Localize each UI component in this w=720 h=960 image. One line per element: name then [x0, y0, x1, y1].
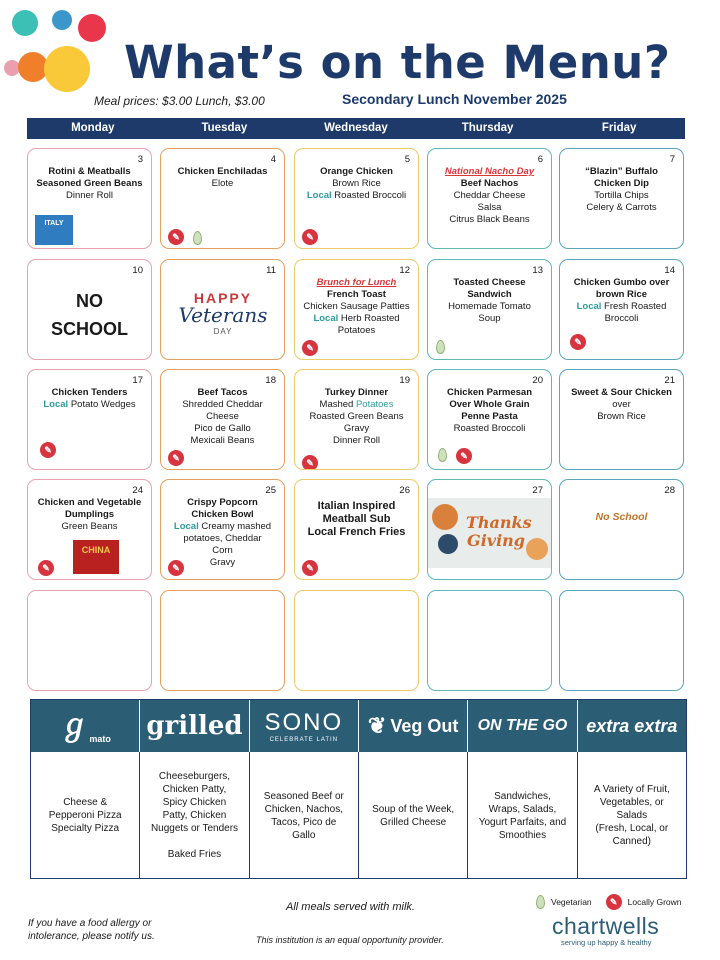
menu-line [299, 500, 414, 513]
menu-line [299, 387, 414, 399]
day-number: 21 [664, 375, 675, 386]
locally-grown-icon: ✎ [302, 229, 318, 245]
day-number: 12 [399, 265, 410, 276]
menu-line [564, 301, 679, 313]
menu-line [32, 318, 147, 340]
menu-text: Chicken and Vegetable [37, 497, 142, 508]
locally-grown-icon: ✎ [38, 560, 54, 576]
menu-text: Potato Wedges [68, 399, 136, 410]
menu-line [299, 526, 414, 539]
italy-flag-graphic: ITALY [35, 215, 73, 245]
day-number: 25 [265, 485, 276, 496]
meal-prices: Meal prices: $3.00 Lunch, $3.00 [94, 94, 265, 108]
day-number: 26 [399, 485, 410, 496]
menu-text: No School [595, 511, 648, 523]
menu-text: Corn [212, 545, 233, 556]
menu-line [432, 277, 547, 289]
menu-items [299, 166, 414, 202]
menu-items [299, 387, 414, 447]
day-number: 20 [532, 375, 543, 386]
menu-text: Toasted Cheese [453, 277, 526, 288]
day-cell [160, 479, 285, 580]
menu-text: Chicken Tenders [51, 387, 128, 398]
menu-text: Potatoes [337, 325, 376, 336]
station-desc-sono: Seasoned Beef or Chicken, Nachos, Tacos, Pico de Gallo [250, 752, 359, 879]
decor-dot-red [78, 14, 106, 42]
menu-text: Chicken Dip [594, 178, 649, 189]
menu-line [432, 190, 547, 202]
legend-vegetarian: Vegetarian [551, 897, 592, 907]
day-tuesday: Tuesday [201, 122, 248, 134]
chartwells-logo: chartwells [552, 913, 660, 939]
day-friday: Friday [601, 122, 637, 134]
menu-text: Chicken Bowl [191, 509, 254, 520]
station-logo-vegout: ❦ Veg Out [359, 700, 468, 752]
menu-text: Penne Pasta [461, 411, 518, 422]
veterans-day-graphic [173, 280, 273, 348]
menu-text: Roasted Green Beans [309, 411, 404, 422]
menu-text: Seasoned Green Beans [36, 178, 143, 189]
station-table [30, 699, 687, 879]
menu-text: SCHOOL [50, 319, 128, 339]
menu-line [165, 521, 280, 533]
locally-grown-icon: ✎ [606, 894, 622, 910]
veterans-word: Veterans [178, 303, 268, 327]
menu-line [299, 301, 414, 313]
menu-line [299, 289, 414, 301]
leaf-icon: ❦ [367, 713, 387, 738]
menu-text: Chicken Enchiladas [177, 166, 268, 177]
locally-grown-icon: ✎ [302, 340, 318, 356]
day-number: 18 [265, 375, 276, 386]
day-cell [294, 590, 419, 691]
station-logo-grilled: grilled [140, 700, 249, 752]
menu-line [299, 277, 414, 289]
menu-line [299, 513, 414, 526]
menu-items [165, 497, 280, 569]
day-cell [294, 479, 419, 580]
local-label: Local [313, 313, 339, 324]
menu-text: Chicken Parmesan [446, 387, 532, 398]
menu-text: Roasted Broccoli [331, 190, 407, 201]
menu-line [432, 301, 547, 313]
day-number: 11 [266, 265, 276, 276]
flower-decor-icon [526, 538, 548, 560]
menu-line [432, 313, 547, 325]
menu-items [432, 166, 547, 226]
page-title: What’s on the Menu? [124, 36, 671, 89]
menu-text: Brown Rice [597, 411, 646, 422]
day-cell [559, 259, 684, 360]
menu-text: Mashed [319, 399, 356, 410]
menu-text: Dinner Roll [66, 190, 113, 201]
menu-line [32, 509, 147, 521]
day-cell [294, 148, 419, 249]
menu-text: Soup [478, 313, 501, 324]
menu-line [299, 399, 414, 411]
day-number: 13 [532, 265, 543, 276]
leaf-decor-icon [438, 534, 458, 554]
menu-line [432, 387, 547, 399]
day-cell [427, 590, 552, 691]
vegetarian-leaf-icon [438, 448, 447, 462]
station-desc-vegout: Soup of the Week, Grilled Cheese [359, 752, 468, 879]
menu-items [564, 497, 679, 523]
menu-line [32, 178, 147, 190]
day-cell [160, 590, 285, 691]
station-description-row [31, 752, 686, 879]
locally-grown-icon: ✎ [302, 560, 318, 576]
menu-line [564, 190, 679, 202]
menu-items [432, 277, 547, 325]
menu-line [432, 411, 547, 423]
menu-subtitle: Secondary Lunch November 2025 [342, 91, 567, 107]
day-number: 24 [132, 485, 143, 496]
menu-items [564, 277, 679, 325]
menu-text: Orange Chicken [320, 166, 393, 177]
menu-line [165, 178, 280, 190]
menu-text: Gravy [343, 423, 370, 434]
menu-line [299, 178, 414, 190]
station-logo-sono: SONO CELEBRATE LATIN [250, 700, 359, 752]
menu-line [32, 399, 147, 411]
day-number: 17 [132, 375, 143, 386]
thanksgiving-graphic [428, 498, 552, 568]
china-graphic: CHINA [73, 540, 119, 574]
day-number: 10 [132, 265, 143, 276]
decor-dot-yellow [44, 46, 90, 92]
local-label: Local [173, 521, 199, 532]
menu-text: Cheese [206, 411, 239, 422]
day-number: 19 [399, 375, 410, 386]
station-desc-extra: A Variety of Fruit, Vegetables, or Salads (Fresh, Local, or Canned) [593, 784, 670, 847]
day-number: 7 [669, 154, 675, 165]
vegetarian-leaf-icon [436, 340, 445, 354]
day-number: 28 [664, 485, 675, 496]
day-cell [559, 479, 684, 580]
menu-items [432, 387, 547, 435]
vegetarian-leaf-icon [193, 231, 202, 245]
day-thursday: Thursday [461, 122, 514, 134]
menu-line [165, 387, 280, 399]
day-cell [559, 148, 684, 249]
menu-line [432, 214, 547, 226]
locally-grown-icon: ✎ [40, 442, 56, 458]
menu-text: Elote [211, 178, 234, 189]
menu-text: Crispy Popcorn [187, 497, 258, 508]
day-number: 27 [532, 485, 543, 496]
menu-text: Beef Nachos [460, 178, 519, 189]
allergy-note: If you have a food allergy or intolerance, please notify us. [28, 918, 155, 942]
menu-text: Gravy [209, 557, 236, 568]
locally-grown-icon: ✎ [302, 455, 318, 470]
menu-text: Green Beans [61, 521, 118, 532]
day-cell [27, 590, 152, 691]
menu-text: Turkey Dinner [324, 387, 389, 398]
menu-line [299, 325, 414, 337]
menu-text: Herb Roasted [338, 313, 400, 324]
veterans-day: DAY [213, 327, 233, 336]
day-cell [559, 369, 684, 470]
menu-line [564, 178, 679, 190]
menu-line [299, 166, 414, 178]
day-cell [27, 259, 152, 360]
menu-items [32, 497, 147, 533]
menu-line [432, 423, 547, 435]
local-label: Local [306, 190, 332, 201]
locally-grown-icon: ✎ [570, 334, 586, 350]
menu-line [564, 289, 679, 301]
menu-items [564, 387, 679, 423]
leaf-decor-icon [432, 504, 458, 530]
decor-dot-blue [52, 10, 72, 30]
menu-items [299, 277, 414, 337]
menu-line [432, 289, 547, 301]
menu-line [432, 178, 547, 190]
menu-line [564, 411, 679, 423]
menu-text: Creamy mashed [198, 521, 272, 532]
menu-text: “Blazin” Buffalo [585, 166, 658, 177]
menu-line [299, 435, 414, 447]
day-wednesday: Wednesday [324, 122, 388, 134]
station-desc-onthego: Sandwiches, Wraps, Salads, Yogurt Parfaits, and Smoothies [468, 752, 577, 879]
day-number: 3 [137, 154, 143, 165]
equal-opportunity-note: This institution is an equal opportunity provider. [256, 935, 444, 945]
menu-text: Sweet & Sour Chicken [571, 387, 672, 398]
menu-text: Brunch for Lunch [316, 277, 397, 288]
menu-line [165, 533, 280, 545]
menu-text: Mexicali Beans [190, 435, 255, 446]
menu-line [165, 435, 280, 447]
menu-line [165, 509, 280, 521]
menu-text: Citrus Black Beans [449, 214, 530, 225]
thanksgiving-text: Thanks Giving [466, 513, 532, 550]
menu-text: Tortilla Chips [594, 190, 649, 201]
day-header-bar [27, 118, 685, 139]
menu-line [165, 411, 280, 423]
menu-line [564, 313, 679, 325]
menu-line [564, 399, 679, 411]
milk-note: All meals served with milk. [286, 901, 415, 913]
menu-line [564, 511, 679, 523]
menu-line [564, 202, 679, 214]
day-cell [294, 369, 419, 470]
station-logo-onthego: ON THE GO [468, 700, 577, 752]
day-cell [427, 148, 552, 249]
day-monday: Monday [71, 122, 115, 134]
menu-text: Dumplings [64, 509, 115, 520]
station-logo-row [31, 700, 686, 752]
locally-grown-icon: ✎ [168, 450, 184, 466]
menu-text: National Nacho Day [444, 166, 535, 177]
menu-text: Meatball Sub [322, 513, 391, 525]
day-cell [294, 259, 419, 360]
menu-line [165, 399, 280, 411]
menu-text: over [612, 399, 631, 410]
menu-text: NO [76, 291, 103, 311]
day-number: 4 [270, 154, 276, 165]
menu-text: Cheddar Cheese [453, 190, 526, 201]
day-cell [427, 479, 552, 580]
menu-text: Local French Fries [307, 526, 406, 538]
locally-grown-icon: ✎ [168, 229, 184, 245]
menu-items [32, 166, 147, 202]
menu-text: Beef Tacos [197, 387, 248, 398]
day-number: 6 [537, 154, 543, 165]
menu-line [432, 166, 547, 178]
menu-line [32, 290, 147, 312]
veterans-happy: HAPPY [193, 290, 253, 306]
station-logo-extra: extra extra [586, 715, 678, 736]
day-cell [160, 369, 285, 470]
menu-text: Pico de Gallo [194, 423, 251, 434]
menu-line [299, 313, 414, 325]
menu-line [165, 497, 280, 509]
locally-grown-icon: ✎ [456, 448, 472, 464]
station-desc-grilled: Cheeseburgers, Chicken Patty, Spicy Chicken Patty, Chicken Nuggets or Tenders Baked Fries [140, 752, 249, 879]
menu-text: Sandwich [467, 289, 512, 300]
day-number: 5 [404, 154, 410, 165]
menu-line [432, 399, 547, 411]
day-cell [160, 259, 285, 360]
menu-line [299, 190, 414, 202]
menu-line [564, 387, 679, 399]
menu-text: Rotini & Meatballs [48, 166, 131, 177]
legend [536, 894, 682, 910]
decor-dot-teal [12, 10, 38, 36]
menu-text: Broccoli [604, 313, 639, 324]
menu-text: brown Rice [595, 289, 648, 300]
menu-text: French Toast [327, 289, 386, 300]
station-logo-pizza: ℊ mato [31, 700, 140, 752]
day-cell [427, 259, 552, 360]
menu-line [165, 166, 280, 178]
menu-line [432, 202, 547, 214]
menu-line [32, 497, 147, 509]
menu-text: potatoes, Cheddar [183, 533, 262, 544]
menu-line [32, 387, 147, 399]
menu-line [32, 521, 147, 533]
day-number: 14 [664, 265, 675, 276]
day-cell [27, 479, 152, 580]
legend-locally-grown: Locally Grown [627, 897, 682, 907]
menu-items [165, 387, 280, 447]
menu-text: Brown Rice [332, 178, 381, 189]
menu-text: Shredded Cheddar [182, 399, 263, 410]
vegetarian-leaf-icon [536, 895, 545, 909]
local-label: Potatoes [355, 399, 394, 410]
pizza-swirl-icon: ℊ [59, 709, 90, 742]
local-label: Local [576, 301, 602, 312]
menu-line [165, 423, 280, 435]
menu-text: Celery & Carrots [586, 202, 657, 213]
day-cell [559, 590, 684, 691]
menu-line [299, 411, 414, 423]
menu-items [299, 500, 414, 539]
menu-items [564, 166, 679, 214]
menu-text: Salsa [477, 202, 502, 213]
day-cell [160, 148, 285, 249]
menu-line [564, 166, 679, 178]
menu-text: Roasted Broccoli [453, 423, 526, 434]
menu-text: Over Whole Grain [449, 399, 530, 410]
chartwells-tagline: serving up happy & healthy [561, 938, 652, 947]
menu-line [32, 166, 147, 178]
local-label: Local [43, 399, 69, 410]
station-desc-pizza: Cheese & Pepperoni Pizza Specialty Pizza [31, 752, 140, 879]
day-cell [27, 369, 152, 470]
menu-line [299, 423, 414, 435]
menu-items [32, 284, 147, 340]
menu-items [32, 387, 147, 411]
menu-text: Dinner Roll [333, 435, 380, 446]
menu-text: Italian Inspired [317, 500, 396, 512]
menu-line [564, 277, 679, 289]
menu-line [32, 190, 147, 202]
menu-text: Chicken Gumbo over [573, 277, 670, 288]
menu-text: Fresh Roasted [601, 301, 667, 312]
day-cell [427, 369, 552, 470]
menu-text: Chicken Sausage Patties [303, 301, 410, 312]
menu-items [165, 166, 280, 190]
menu-line [165, 545, 280, 557]
day-cell [27, 148, 152, 249]
locally-grown-icon: ✎ [168, 560, 184, 576]
menu-text: Homemade Tomato [448, 301, 531, 312]
